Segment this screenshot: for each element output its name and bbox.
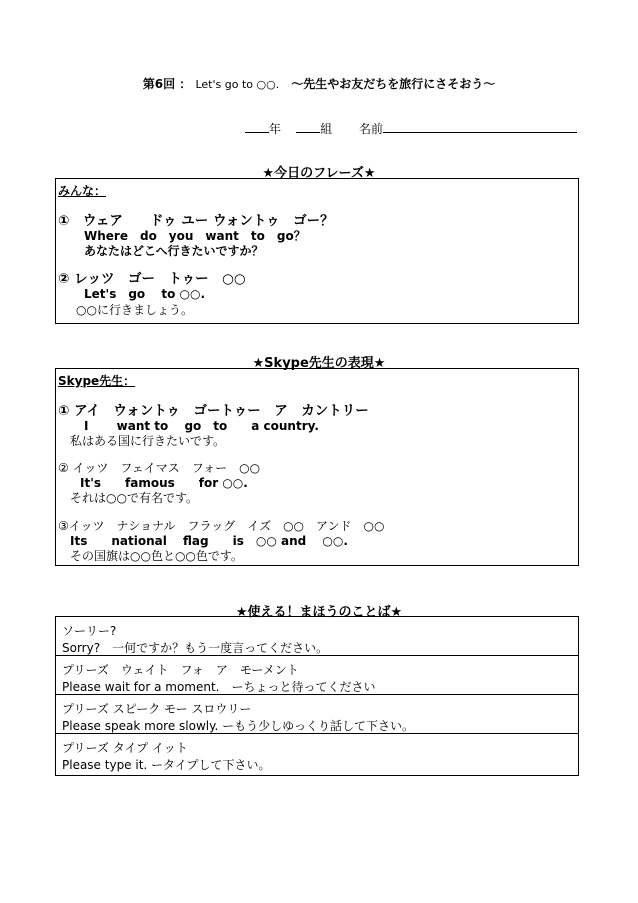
class-blank[interactable] xyxy=(296,120,320,133)
skype-box xyxy=(55,368,579,566)
magic-row xyxy=(56,617,578,656)
title-lesson: 第6回 ： xyxy=(142,77,196,91)
magic-row-kana: プリーズ スピーク モー スロウリー xyxy=(62,702,252,716)
worksheet-title xyxy=(0,75,638,92)
magic-title: ★使える！まほうのことば★ xyxy=(235,605,403,620)
skype3-kana: ③イッツ ナショナル フラッグ イズ ○○ アンド ○○ xyxy=(58,519,385,533)
magic-row-line: Please type it. ータイプして下さい。 xyxy=(62,758,271,772)
skype-title: ★Skype先生の表現★ xyxy=(252,356,386,371)
phrases-title: ★今日のフレーズ★ xyxy=(262,166,376,181)
student-info xyxy=(245,120,577,137)
phrases-box xyxy=(55,178,579,324)
grade-blank[interactable] xyxy=(245,120,269,133)
name-blank[interactable] xyxy=(383,120,577,133)
title-subtitle: ～先生やお友だちを旅行にさそおう～ xyxy=(279,77,496,91)
magic-row xyxy=(56,656,578,695)
title-phrase: Let's go to ○○. xyxy=(195,78,280,91)
magic-row xyxy=(56,734,578,772)
magic-box xyxy=(55,616,579,776)
skype-speaker: Skype先生： xyxy=(58,374,136,388)
grade-label: 年 xyxy=(269,122,282,136)
phrases-speaker: みんな： xyxy=(58,184,107,198)
magic-row-line: Please speak more slowly. ーもう少しゆっくり話して下さい。 xyxy=(62,719,415,733)
phrase1-kana: ① ウェア ドゥ ユー ウォントゥ ゴー？ xyxy=(58,213,334,229)
phrase2-japanese: ○○に行きましょう。 xyxy=(76,303,193,317)
skype2-japanese: それは○○で有名です。 xyxy=(70,491,198,505)
magic-row-kana: プリーズ タイプ イット xyxy=(62,741,188,755)
skype1-japanese: 私はある国に行きたいです。 xyxy=(70,434,226,448)
skype3-english: Its national flag is ○○ and ○○. xyxy=(70,534,348,548)
skype3-japanese: その国旗は○○色と○○色です。 xyxy=(70,549,243,563)
phrase2-english: Let's go to ○○. xyxy=(84,287,206,301)
magic-row-kana: プリーズ ウェイト フォ ア モーメント xyxy=(62,663,299,677)
phrase1-japanese: あなたはどこへ行きたいですか？ xyxy=(84,244,264,258)
phrase1-english: Where do you want to go？ xyxy=(84,229,306,243)
name-label: 名前 xyxy=(359,122,384,136)
skype2-kana: ② イッツ フェイマス フォー ○○ xyxy=(58,461,261,475)
class-label: 組 xyxy=(320,122,333,136)
magic-row-line: Sorry? 一何ですか？もう一度言ってください。 xyxy=(62,641,329,655)
skype2-english: It's famous for ○○. xyxy=(80,476,248,490)
skype1-kana: ① アイ ウォントゥ ゴートゥー ア カントリー xyxy=(58,403,369,419)
magic-row-line: Please wait for a moment. ーちょっと待ってください xyxy=(62,680,376,694)
phrase2-kana: ② レッツ ゴー トゥー ○○ xyxy=(58,271,246,287)
magic-row-kana: ソーリー? xyxy=(62,624,117,638)
magic-row xyxy=(56,695,578,734)
skype1-english: I want to go to a country. xyxy=(84,419,319,433)
